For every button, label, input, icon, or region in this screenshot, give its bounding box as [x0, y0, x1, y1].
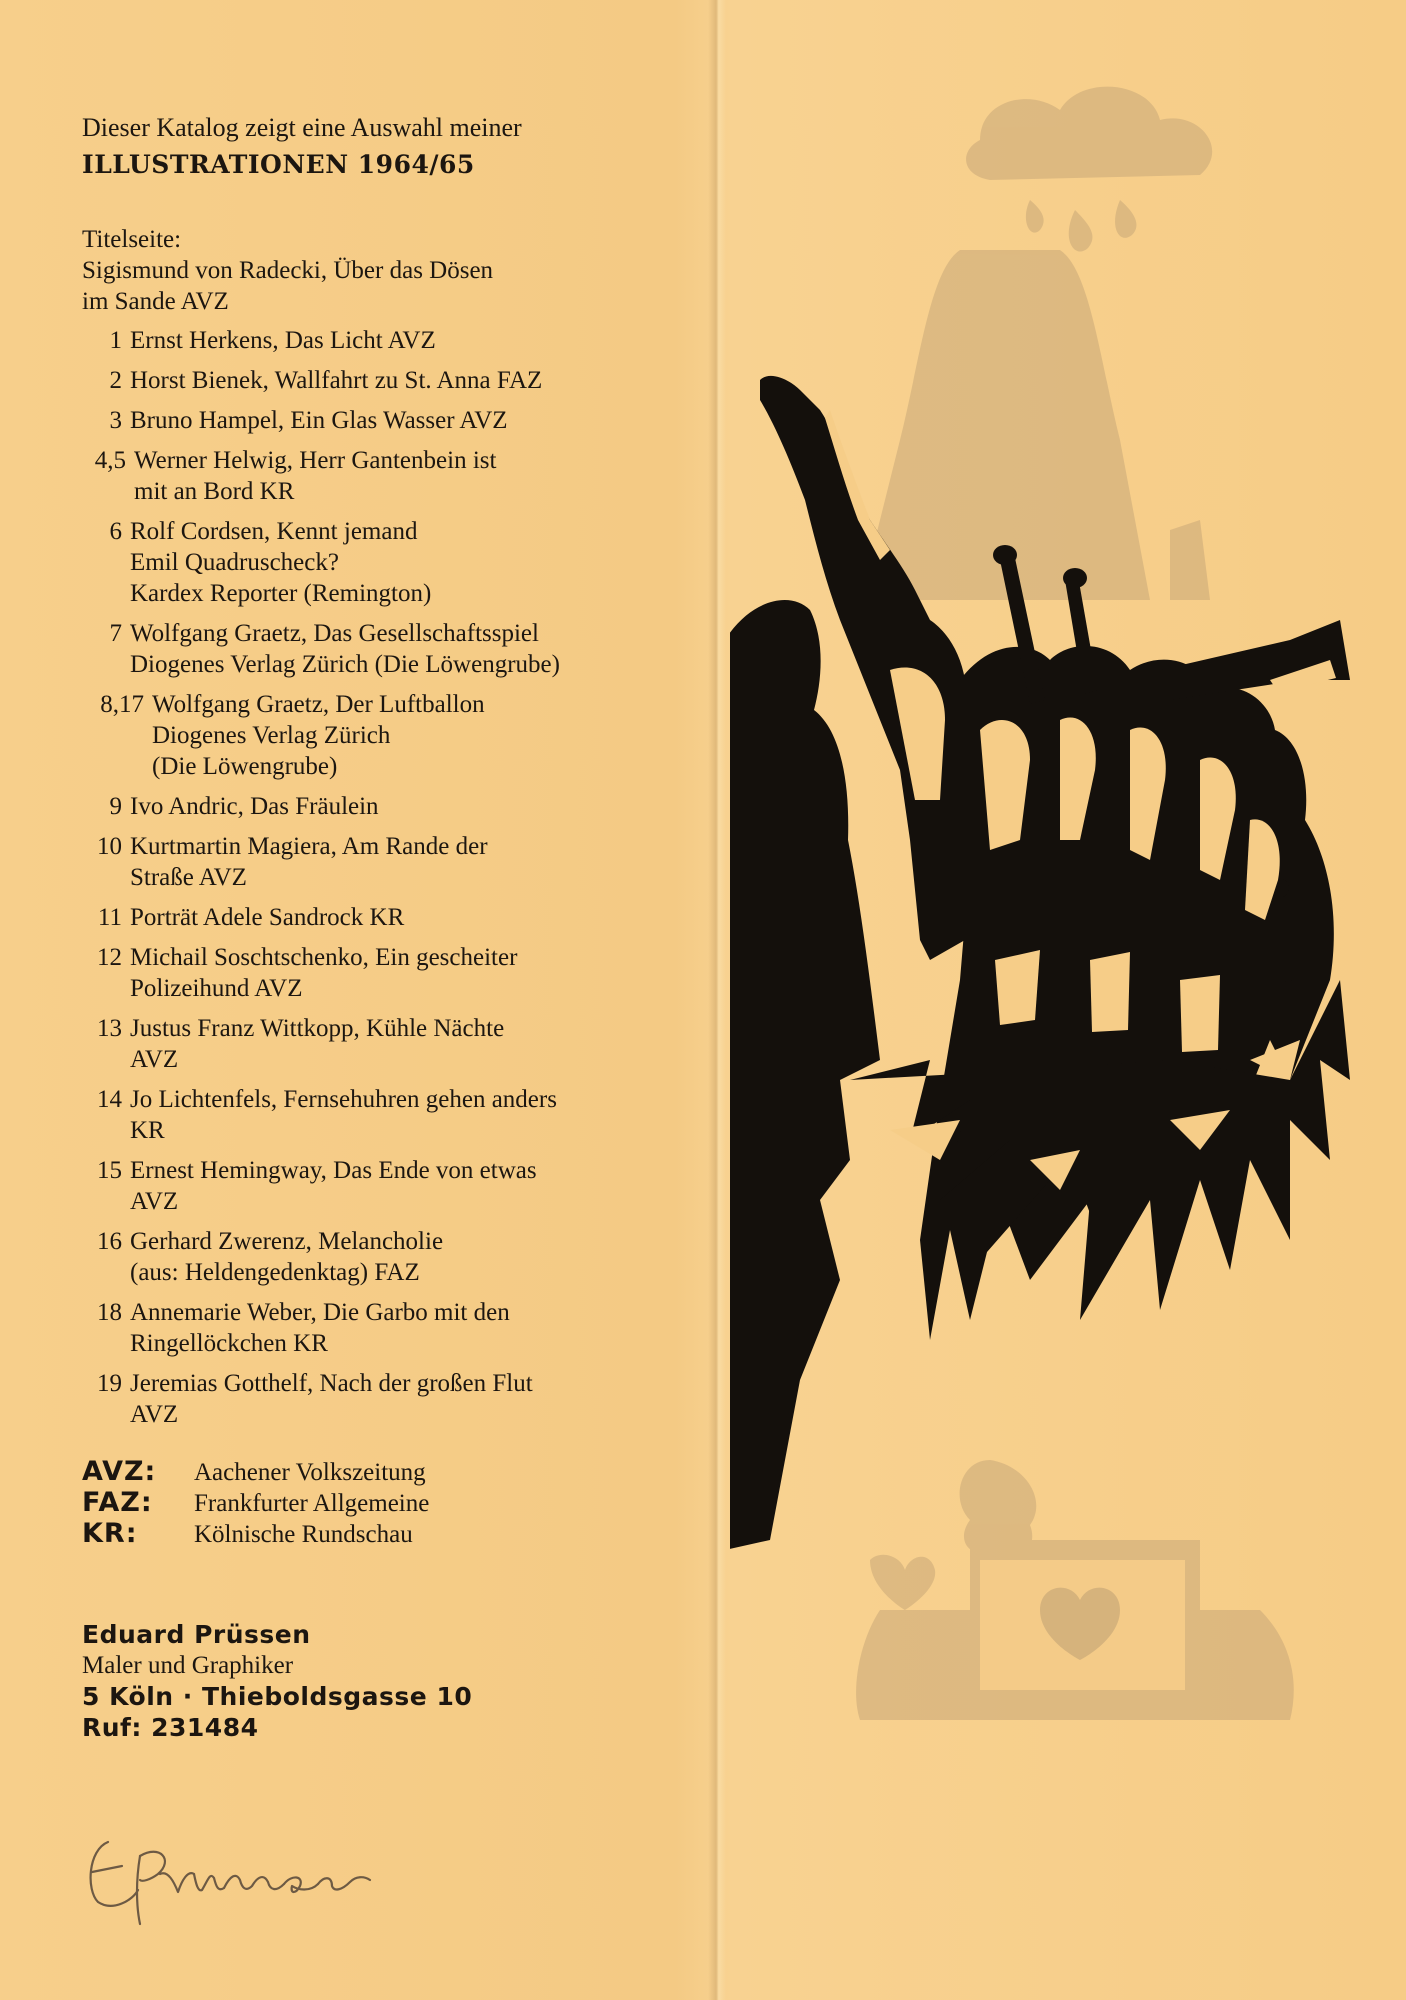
catalog-text-column — [82, 112, 682, 1743]
list-item — [82, 1155, 682, 1217]
entry-line: Michail Soschtschenko, Ein gescheiter — [130, 944, 518, 971]
entry-number: 2 — [109, 367, 122, 394]
entry-line: KR — [130, 1117, 165, 1144]
entry-line: Jo Lichtenfels, Fernsehuhren gehen anders — [130, 1086, 557, 1113]
list-item — [82, 942, 682, 1004]
entry-line: Diogenes Verlag Zürich (Die Löwengrube) — [130, 651, 560, 678]
entry-text — [130, 791, 682, 822]
artist-name: Eduard Prüssen — [82, 1620, 311, 1649]
entry-text — [130, 516, 682, 609]
entry-line: Porträt Adele Sandrock KR — [130, 904, 405, 931]
entry-text — [130, 1368, 682, 1430]
entry-line: Jeremias Gotthelf, Nach der großen Flut — [130, 1370, 533, 1397]
entry-line: Annemarie Weber, Die Garbo mit den — [130, 1299, 510, 1326]
entry-text — [130, 365, 682, 396]
cover-line-2: im Sande AVZ — [82, 288, 229, 315]
artist-contact — [82, 1619, 682, 1743]
legend-abbreviation: KR: — [82, 1518, 138, 1549]
legend-row — [82, 1487, 682, 1518]
entry-number: 7 — [109, 620, 122, 647]
entry-line: (Die Löwengrube) — [152, 753, 338, 780]
legend-full-name: Kölnische Rundschau — [194, 1521, 413, 1548]
entry-number: 8,17 — [100, 691, 144, 718]
entry-number: 15 — [97, 1157, 122, 1184]
entry-line: Bruno Hampel, Ein Glas Wasser AVZ — [130, 407, 508, 434]
entry-number: 16 — [97, 1228, 122, 1255]
list-item — [82, 791, 682, 822]
entry-text — [130, 831, 682, 893]
entry-line: AVZ — [130, 1401, 179, 1428]
legend-abbreviation: FAZ: — [82, 1487, 153, 1518]
entry-text — [130, 1297, 682, 1359]
woodcut-illustration — [730, 80, 1390, 1720]
legend-row — [82, 1456, 682, 1487]
list-item — [82, 365, 682, 396]
entry-line: Werner Helwig, Herr Gantenbein ist — [134, 447, 497, 474]
legend-full-name: Frankfurter Allgemeine — [194, 1490, 430, 1517]
entry-text — [152, 689, 682, 782]
entry-text — [134, 445, 682, 507]
artist-phone: Ruf: 231484 — [82, 1713, 259, 1742]
list-item — [82, 325, 682, 356]
entry-line: Kardex Reporter (Remington) — [130, 580, 432, 607]
legend-row — [82, 1518, 682, 1549]
entry-line: Straße AVZ — [130, 864, 247, 891]
list-item — [82, 831, 682, 893]
entry-number: 11 — [97, 904, 122, 931]
entry-line: Horst Bienek, Wallfahrt zu St. Anna FAZ — [130, 367, 543, 394]
entry-line: Ernest Hemingway, Das Ende von etwas — [130, 1157, 537, 1184]
legend-abbreviation: AVZ: — [82, 1456, 157, 1487]
entry-line: (aus: Heldengedenktag) FAZ — [130, 1259, 420, 1286]
entry-line: Justus Franz Wittkopp, Kühle Nächte — [130, 1015, 505, 1042]
page-fold — [708, 0, 726, 2000]
intro-line: Dieser Katalog zeigt eine Auswahl meiner — [82, 113, 522, 142]
entry-number: 14 — [97, 1086, 122, 1113]
entry-text — [130, 405, 682, 436]
entry-number: 18 — [97, 1299, 122, 1326]
entry-line: Ernst Herkens, Das Licht AVZ — [130, 327, 436, 354]
entry-text — [130, 1013, 682, 1075]
entry-number: 13 — [97, 1015, 122, 1042]
cover-line-1: Sigismund von Radecki, Über das Dösen — [82, 257, 494, 284]
abbreviation-legend — [82, 1456, 682, 1549]
list-item — [82, 689, 682, 782]
legend-full-name: Aachener Volkszeitung — [194, 1459, 426, 1486]
list-item — [82, 902, 682, 933]
entry-text — [130, 942, 682, 1004]
artist-address: 5 Köln · Thieboldsgasse 10 — [82, 1682, 473, 1711]
list-item — [82, 516, 682, 609]
entry-line: AVZ — [130, 1188, 179, 1215]
entry-text — [130, 618, 682, 680]
entry-line: Emil Quadruscheck? — [130, 549, 339, 576]
entry-text — [130, 1084, 682, 1146]
list-item — [82, 445, 682, 507]
entry-number: 19 — [97, 1370, 122, 1397]
list-item — [82, 1297, 682, 1359]
entry-line: AVZ — [130, 1046, 179, 1073]
list-item — [82, 1084, 682, 1146]
list-item — [82, 1013, 682, 1075]
entry-line: Rolf Cordsen, Kennt jemand — [130, 518, 418, 545]
entry-line: Diogenes Verlag Zürich — [152, 722, 391, 749]
handwritten-signature — [78, 1820, 378, 1930]
entry-line: Ivo Andric, Das Fräulein — [130, 793, 379, 820]
entry-number: 6 — [109, 518, 122, 545]
cover-credit — [82, 224, 682, 317]
list-item — [82, 1226, 682, 1288]
entry-line: Wolfgang Graetz, Das Gesellschaftsspiel — [130, 620, 539, 647]
entry-line: Gerhard Zwerenz, Melancholie — [130, 1228, 444, 1255]
illustration-list — [82, 325, 682, 1430]
cover-label: Titelseite: — [82, 226, 182, 253]
entry-number: 9 — [109, 793, 122, 820]
catalog-heading: ILLUSTRATIONEN 1964/65 — [82, 150, 475, 179]
entry-line: Ringellöckchen KR — [130, 1330, 328, 1357]
entry-line: Polizeihund AVZ — [130, 975, 303, 1002]
artist-role: Maler und Graphiker — [82, 1652, 294, 1679]
list-item — [82, 1368, 682, 1430]
entry-text — [130, 325, 682, 356]
entry-text — [130, 1155, 682, 1217]
entry-number: 1 — [109, 327, 122, 354]
entry-text — [130, 902, 682, 933]
entry-line: Wolfgang Graetz, Der Luftballon — [152, 691, 485, 718]
entry-number: 3 — [109, 407, 122, 434]
list-item — [82, 618, 682, 680]
entry-number: 4,5 — [94, 447, 126, 474]
entry-number: 10 — [97, 833, 122, 860]
entry-line: mit an Bord KR — [134, 478, 295, 505]
entry-number: 12 — [97, 944, 122, 971]
list-item — [82, 405, 682, 436]
entry-line: Kurtmartin Magiera, Am Rande der — [130, 833, 488, 860]
entry-text — [130, 1226, 682, 1288]
